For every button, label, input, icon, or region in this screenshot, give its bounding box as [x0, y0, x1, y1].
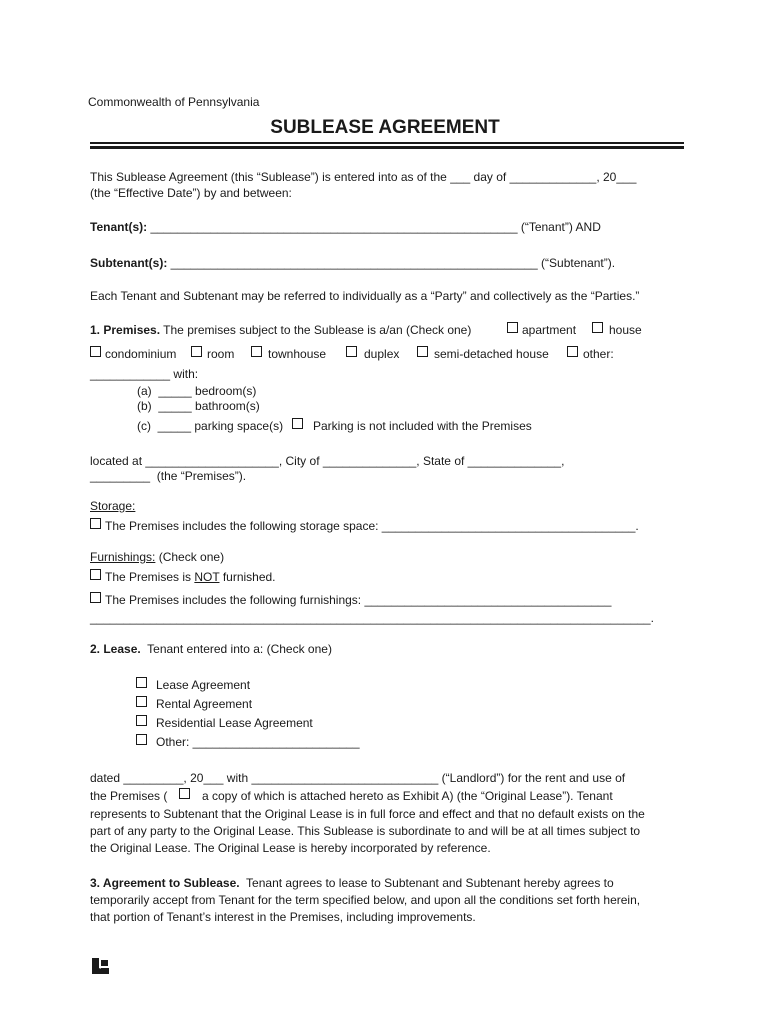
not-furnished-label: The Premises is NOT furnished. — [105, 570, 276, 584]
parking-line[interactable]: (c) _____ parking space(s) — [137, 419, 284, 433]
document-logo-icon — [91, 957, 111, 977]
storage-label: Storage: — [90, 499, 136, 513]
other-label: other: — [583, 347, 614, 361]
no-parking-checkbox[interactable] — [292, 418, 303, 429]
semi-detached-label: semi-detached house — [434, 347, 549, 361]
semi-detached-checkbox[interactable] — [417, 346, 428, 357]
lease-paragraph-5: the Original Lease. The Original Lease is hereby incorporated by reference. — [90, 841, 491, 855]
furnishings-blank-line[interactable]: ____________________________________________________________________________________. — [90, 611, 654, 625]
not-furnished-checkbox[interactable] — [90, 569, 101, 580]
premises-heading: 1. Premises. — [90, 323, 161, 337]
lease-paragraph-4: part of any party to the Original Lease. This Sublease is subordinate to and will be at all times subject to — [90, 824, 641, 838]
rental-agreement-label: Rental Agreement — [156, 697, 253, 711]
rental-agreement-checkbox[interactable] — [136, 696, 147, 707]
tenant-line — [90, 220, 601, 235]
room-label: room — [207, 347, 235, 361]
other-checkbox[interactable] — [567, 346, 578, 357]
lease-agreement-checkbox[interactable] — [136, 677, 147, 688]
agreement-text-1: Tenant agrees to lease to Subtenant and Subtenant hereby agrees to — [239, 876, 614, 890]
intro-line-2: (the “Effective Date”) by and between: — [90, 186, 292, 200]
condominium-label: condominium — [105, 347, 177, 361]
exhibit-checkbox[interactable] — [179, 788, 190, 799]
duplex-label: duplex — [364, 347, 400, 361]
lease-text: Tenant entered into a: (Check one) — [140, 642, 332, 656]
townhouse-checkbox[interactable] — [251, 346, 262, 357]
furnished-label[interactable]: The Premises includes the following furnishings: _____________________________________ — [105, 593, 612, 607]
document-title: SUBLEASE AGREEMENT — [270, 117, 500, 138]
residential-lease-label: Residential Lease Agreement — [156, 716, 313, 730]
other-lease-checkbox[interactable] — [136, 734, 147, 745]
room-checkbox[interactable] — [191, 346, 202, 357]
house-label: house — [609, 323, 642, 337]
subtenant-blank[interactable]: _______________________________________________________ (“Subtenant”). — [167, 256, 616, 270]
agreement-line-3: that portion of Tenant’s interest in the Premises, including improvements. — [90, 910, 476, 924]
subtenant-label: Subtenant(s): — [90, 256, 168, 270]
lease-heading: 2. Lease. — [90, 642, 141, 656]
lease-paragraph-2a: the Premises ( — [90, 789, 168, 803]
lease-line — [90, 642, 332, 657]
lease-paragraph-1[interactable]: dated _________, 20___ with ____________________________ (“Landlord”) for the rent and use of — [90, 771, 626, 785]
tenant-label: Tenant(s): — [90, 220, 148, 234]
jurisdiction: Commonwealth of Pennsylvania — [88, 95, 260, 109]
title-rule — [90, 142, 684, 144]
other-lease-label[interactable]: Other: _________________________ — [156, 735, 360, 749]
bathrooms-line[interactable]: (b) _____ bathroom(s) — [137, 399, 260, 413]
location-line-2[interactable]: _________ (the “Premises”). — [90, 469, 247, 483]
storage-checkbox[interactable] — [90, 518, 101, 529]
condominium-checkbox[interactable] — [90, 346, 101, 357]
agreement-line-1 — [90, 876, 614, 891]
premises-line — [90, 323, 471, 338]
agreement-heading: 3. Agreement to Sublease. — [90, 876, 240, 890]
lease-agreement-label: Lease Agreement — [156, 678, 251, 692]
storage-text[interactable]: The Premises includes the following storage space: ______________________________________. — [105, 519, 639, 533]
intro-line-1: This Sublease Agreement (this “Sublease”) is entered into as of the ___ day of _____________, 20___ — [90, 170, 637, 184]
apartment-label: apartment — [522, 323, 577, 337]
bedrooms-line[interactable]: (a) _____ bedroom(s) — [137, 384, 257, 398]
furnished-checkbox[interactable] — [90, 592, 101, 603]
apartment-checkbox[interactable] — [507, 322, 518, 333]
location-line-1[interactable]: located at ____________________, City of ______________, State of ______________, — [90, 454, 565, 468]
premises-text: The premises subject to the Sublease is a/an (Check one) — [160, 323, 472, 337]
duplex-checkbox[interactable] — [346, 346, 357, 357]
no-parking-label: Parking is not included with the Premises — [313, 419, 532, 433]
townhouse-label: townhouse — [268, 347, 327, 361]
tenant-blank[interactable]: _______________________________________________________ (“Tenant”) AND — [147, 220, 601, 234]
title-rule-thick — [90, 146, 684, 149]
furnishings-label: Furnishings: — [90, 550, 156, 564]
furnishings-note: (Check one) — [155, 550, 225, 564]
lease-paragraph-2b: a copy of which is attached hereto as Exhibit A) (the “Original Lease”). Tenant — [202, 789, 613, 803]
agreement-line-2: temporarily accept from Tenant for the term specified below, and upon all the conditions set forth herein, — [90, 893, 641, 907]
house-checkbox[interactable] — [592, 322, 603, 333]
residential-lease-checkbox[interactable] — [136, 715, 147, 726]
with-line[interactable]: ____________ with: — [90, 367, 199, 381]
subtenant-line — [90, 256, 615, 271]
lease-paragraph-3: represents to Subtenant that the Original Lease is in full force and effect and that no default exists on the — [90, 807, 645, 821]
furnishings-line — [90, 550, 224, 565]
party-definition: Each Tenant and Subtenant may be referred to individually as a “Party” and collectively as the “Parties.” — [90, 289, 640, 303]
